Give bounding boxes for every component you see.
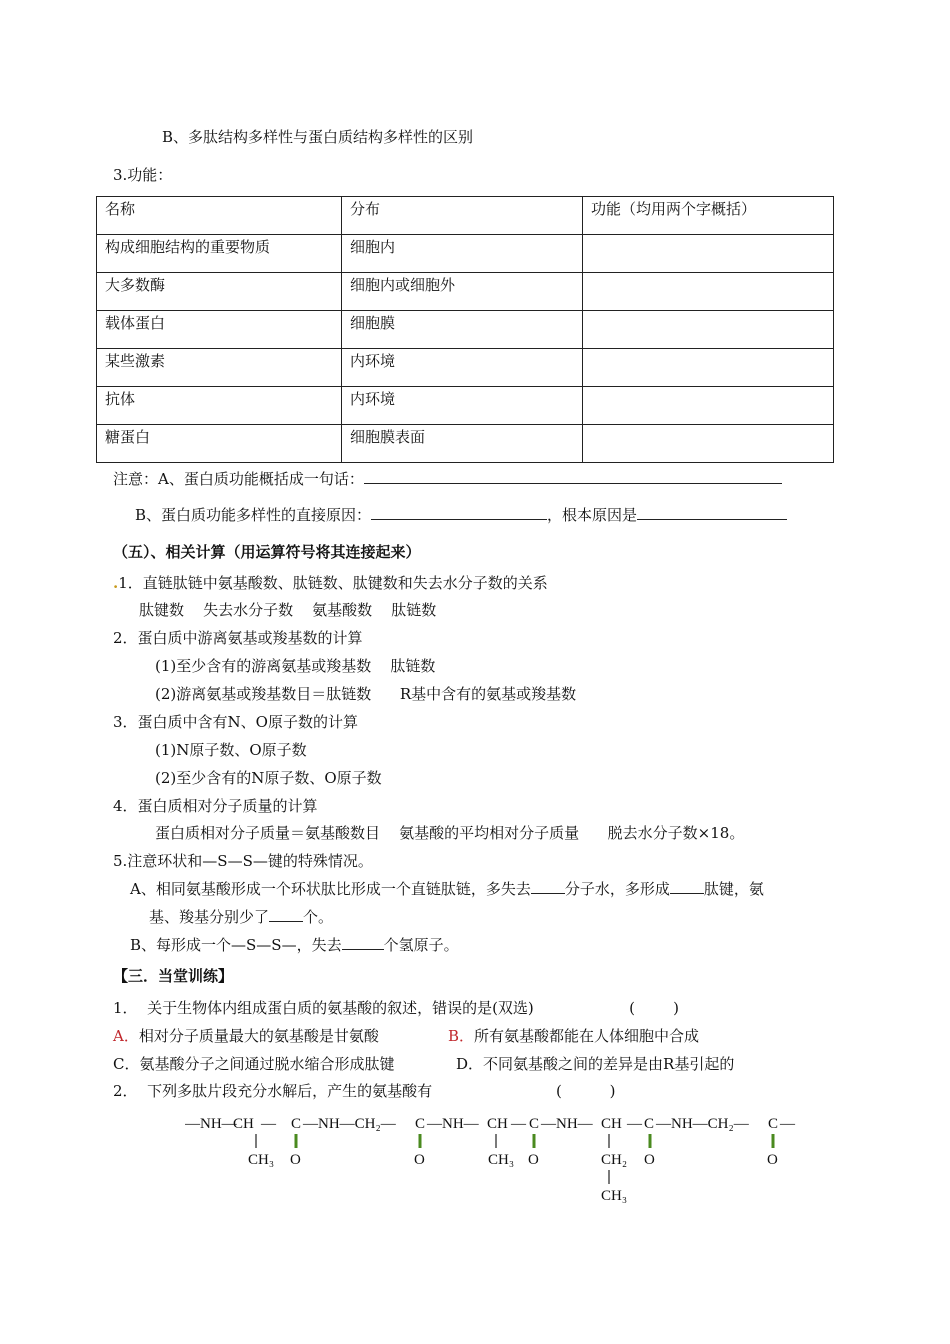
cell-distribution: 内环境 [342, 349, 583, 387]
item5-b1: B、每形成一个—S—S—，失去 [130, 936, 342, 954]
cell-name: 大多数酶 [97, 273, 342, 311]
cell-function [583, 425, 834, 463]
side-ch3-2: CH₃ [488, 1152, 515, 1168]
cell-distribution: 内环境 [342, 387, 583, 425]
note-a-text: 注意：A、蛋白质功能概括成一句话： [113, 470, 364, 488]
oxygen-3: O [528, 1152, 539, 1168]
backbone-dash-1: — [261, 1116, 276, 1132]
item1 [113, 573, 548, 593]
edit-mark: . [113, 574, 119, 592]
backbone-ch-2: CH [487, 1116, 508, 1132]
cell-function [583, 387, 834, 425]
backbone-c-2: C [415, 1116, 426, 1132]
table-row [97, 349, 834, 387]
backbone-c-5: C [768, 1116, 779, 1132]
item5-blank-1[interactable] [531, 879, 565, 894]
backbone-nh-ch2-2: —NH—CH₂— [656, 1116, 749, 1132]
cell-distribution: 细胞内或细胞外 [342, 273, 583, 311]
table-row [97, 273, 834, 311]
item5: 5.注意环状和—S—S—键的特殊情况。 [113, 852, 373, 870]
item2: 2．蛋白质中游离氨基或羧基数的计算 [113, 629, 363, 647]
oxygen-5: O [767, 1152, 778, 1168]
item2-1: (1)至少含有的游离氨基或羧基数 肽链数 [155, 657, 436, 675]
backbone-dash-3: — [627, 1116, 642, 1132]
item4: 4．蛋白质相对分子质量的计算 [113, 797, 318, 815]
backbone-dash-end: — [780, 1116, 795, 1132]
q1-option-a-body: 相对分子质量最大的氨基酸是甘氨酸 [138, 1027, 379, 1045]
table-row [97, 311, 834, 349]
backbone-nh-1: —NH— [185, 1116, 237, 1132]
cell-name: 抗体 [97, 387, 342, 425]
table-header-row [97, 197, 834, 235]
header-distribution: 分布 [342, 197, 583, 235]
cell-name: 某些激素 [97, 349, 342, 387]
q1: 1． 关于生物体内组成蛋白质的氨基酸的叙述，错误的是(双选) ( ) [113, 999, 679, 1017]
item2-2: (2)游离氨基或羧基数目＝肽链数 R基中含有的氨基或羧基数 [155, 685, 577, 703]
item3-1: (1)N原子数、O原子数 [155, 741, 307, 759]
item1-text: 1．直链肽链中氨基酸数、肽链数、肽键数和失去水分子数的关系 [118, 574, 548, 592]
cell-function [583, 311, 834, 349]
q1-option-b-body: 所有氨基酸都能在人体细胞中合成 [474, 1027, 700, 1045]
oxygen-1: O [290, 1152, 301, 1168]
table-row [97, 387, 834, 425]
item5-blank-3[interactable] [269, 907, 303, 922]
section5-title: （五）、相关计算（用运算符号将其连接起来） [113, 543, 421, 561]
item4-formula: 蛋白质相对分子质量＝氨基酸数目 氨基酸的平均相对分子质量 脱去水分子数×18。 [155, 824, 745, 842]
header-function: 功能（均用两个字概括） [583, 197, 834, 235]
item5-a2: 分子水，多形成 [564, 880, 670, 898]
function-heading: 3.功能： [113, 166, 173, 184]
q2: 2． 下列多肽片段充分水解后，产生的氨基酸有 ( ) [113, 1082, 616, 1100]
q1-option-b[interactable] [448, 1026, 699, 1046]
cell-function [583, 235, 834, 273]
cell-name: 载体蛋白 [97, 311, 342, 349]
note-a [113, 469, 782, 489]
cell-distribution: 细胞内 [342, 235, 583, 273]
note-b-blank-1[interactable] [371, 505, 547, 520]
backbone-dash-2: — [511, 1116, 526, 1132]
q1-option-a[interactable] [113, 1026, 379, 1046]
cell-name: 构成细胞结构的重要物质 [97, 235, 342, 273]
item5-b [130, 935, 459, 955]
backbone-c-1: C [291, 1116, 302, 1132]
q1-option-b-letter: B． [448, 1027, 475, 1045]
item3: 3．蛋白质中含有N、O原子数的计算 [113, 713, 358, 731]
line-b: B、多肽结构多样性与蛋白质结构多样性的区别 [162, 128, 474, 146]
side-ch2: CH₂ [601, 1152, 628, 1168]
cell-name: 糖蛋白 [97, 425, 342, 463]
note-b-prefix: B、蛋白质功能多样性的直接原因： [135, 506, 372, 524]
item5-a3: 肽键，氨 [703, 880, 764, 898]
backbone-c-4: C [644, 1116, 655, 1132]
backbone-nh-ch2-1: —NH—CH₂— [303, 1116, 396, 1132]
note-b-blank-2[interactable] [637, 505, 787, 520]
backbone-nh-3: —NH— [541, 1116, 593, 1132]
note-b-mid: ，根本原因是 [547, 506, 638, 524]
side-ch3-3: CH₃ [601, 1188, 628, 1204]
table-row [97, 425, 834, 463]
item5-a1: A、相同氨基酸形成一个环状肽比形成一个直链肽链，多失去 [130, 880, 531, 898]
side-ch3-1: CH₃ [248, 1152, 275, 1168]
cell-distribution: 细胞膜 [342, 311, 583, 349]
section3-title: 【三．当堂训练】 [113, 967, 234, 985]
item5-a4: 基、羧基分别少了 [149, 908, 270, 926]
q1-option-d[interactable]: D．不同氨基酸之间的差异是由R基引起的 [456, 1055, 735, 1073]
note-b [135, 505, 787, 525]
table-row [97, 235, 834, 273]
q1-option-c[interactable]: C．氨基酸分子之间通过脱水缩合形成肽键 [113, 1055, 395, 1073]
item3-2: (2)至少含有的N原子数、O原子数 [155, 769, 382, 787]
item5-a5: 个。 [303, 908, 334, 926]
item5-b2: 个氢原子。 [383, 936, 459, 954]
cell-distribution: 细胞膜表面 [342, 425, 583, 463]
item5-blank-4[interactable] [342, 935, 384, 950]
note-a-blank[interactable] [364, 469, 782, 484]
item1-terms: 肽键数 失去水分子数 氨基酸数 肽链数 [139, 601, 437, 619]
header-name: 名称 [97, 197, 342, 235]
backbone-ch-3: CH [601, 1116, 622, 1132]
polypeptide-structure [185, 1112, 805, 1212]
function-table [96, 196, 834, 463]
q1-option-a-text [113, 1027, 379, 1045]
item5-blank-2[interactable] [670, 879, 704, 894]
backbone-c-3: C [529, 1116, 540, 1132]
cell-function [583, 273, 834, 311]
oxygen-2: O [414, 1152, 425, 1168]
q1-option-a-letter: A． [113, 1027, 139, 1045]
oxygen-4: O [644, 1152, 655, 1168]
backbone-ch-1: CH [233, 1116, 254, 1132]
backbone-nh-2: —NH— [427, 1116, 479, 1132]
item5-a-line1 [130, 879, 764, 899]
item5-a-line2 [149, 907, 333, 927]
cell-function [583, 349, 834, 387]
